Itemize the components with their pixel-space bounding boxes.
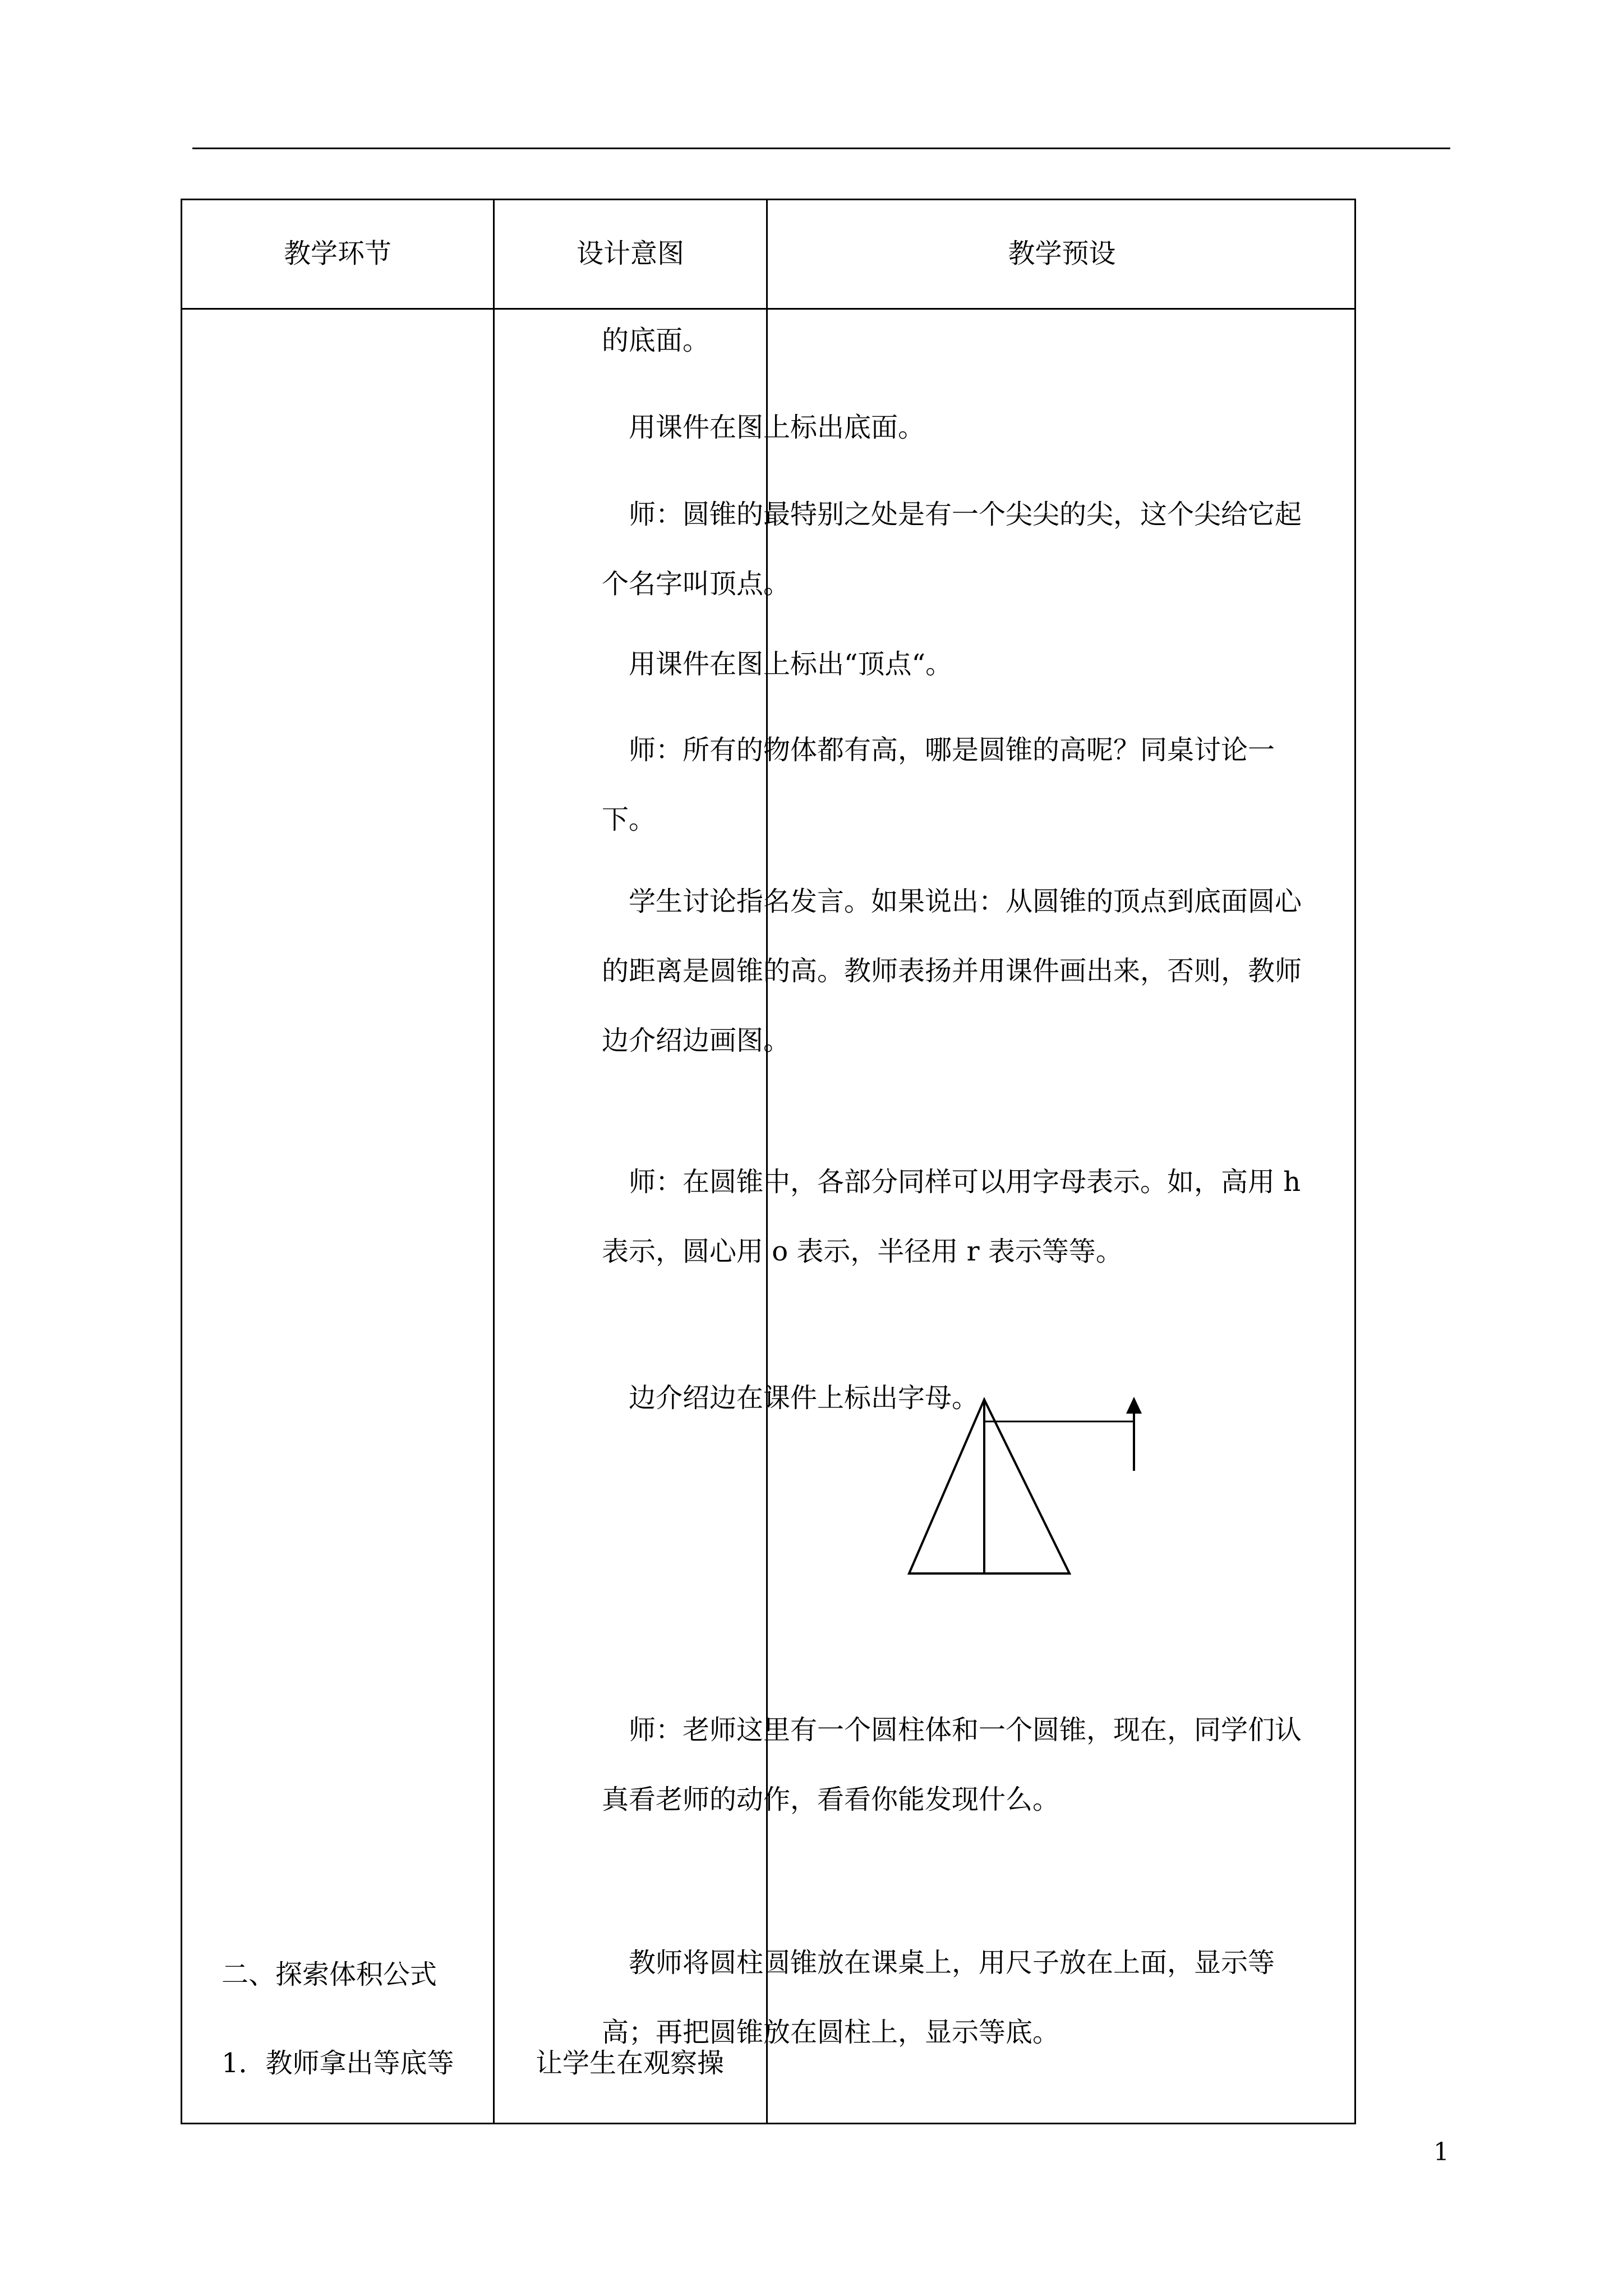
plan-paragraph-2: 用课件在图上标出底面。 [629,412,925,443]
plan-paragraph-3: 师：圆锥的最特别之处是有一个尖尖的尖，这个尖给它起个名字叫顶点。 [602,499,1302,600]
plan-paragraph-4: 用课件在图上标出“顶点“。 [629,648,953,680]
cone-outline [909,1400,1069,1573]
plan-paragraph-6: 学生讨论指名发言。如果说出：从圆锥的顶点到底面圆心的距离是圆锥的高。教师表扬并用课件画出来，否则，教师边介绍边画图。 [602,886,1302,1056]
header-teaching-stage: 教学环节 [283,238,391,269]
section-title: 二、探索体积公式 [222,1959,437,1990]
plan-paragraph-7: 师：在圆锥中，各部分同样可以用字母表示。如，高用 h 表示，圆心用 o 表示，半径用 r 表示等等。 [602,1166,1301,1267]
cone-diagram [897,1386,1200,1588]
plan-paragraph-10: 教师将圆柱圆锥放在课桌上，用尺子放在上面，显示等高；再把圆锥放在圆柱上，显示等底。 [602,1947,1275,2048]
header-rule [192,148,1450,149]
plan-paragraph-9: 师：老师这里有一个圆柱体和一个圆锥，现在，同学们认真看老师的动作，看看你能发现什么。 [602,1714,1302,1815]
plan-paragraph-8: 边介绍边在课件上标出字母。 [629,1382,979,1414]
header-teaching-plan: 教学预设 [1008,238,1116,269]
plan-paragraph-5: 师：所有的物体都有高，哪是圆锥的高呢？同桌讨论一下。 [602,734,1275,835]
plan-paragraph-1: 的底面。 [602,325,710,356]
column-divider-1 [493,200,495,2123]
arrow-up-icon [1126,1397,1142,1414]
design-intent-text: 让学生在观察操 [536,2047,725,2079]
page-number: 1 [1433,2138,1449,2166]
header-design-intent: 设计意图 [576,238,684,269]
step-1-text: 1．教师拿出等底等 [222,2047,454,2079]
